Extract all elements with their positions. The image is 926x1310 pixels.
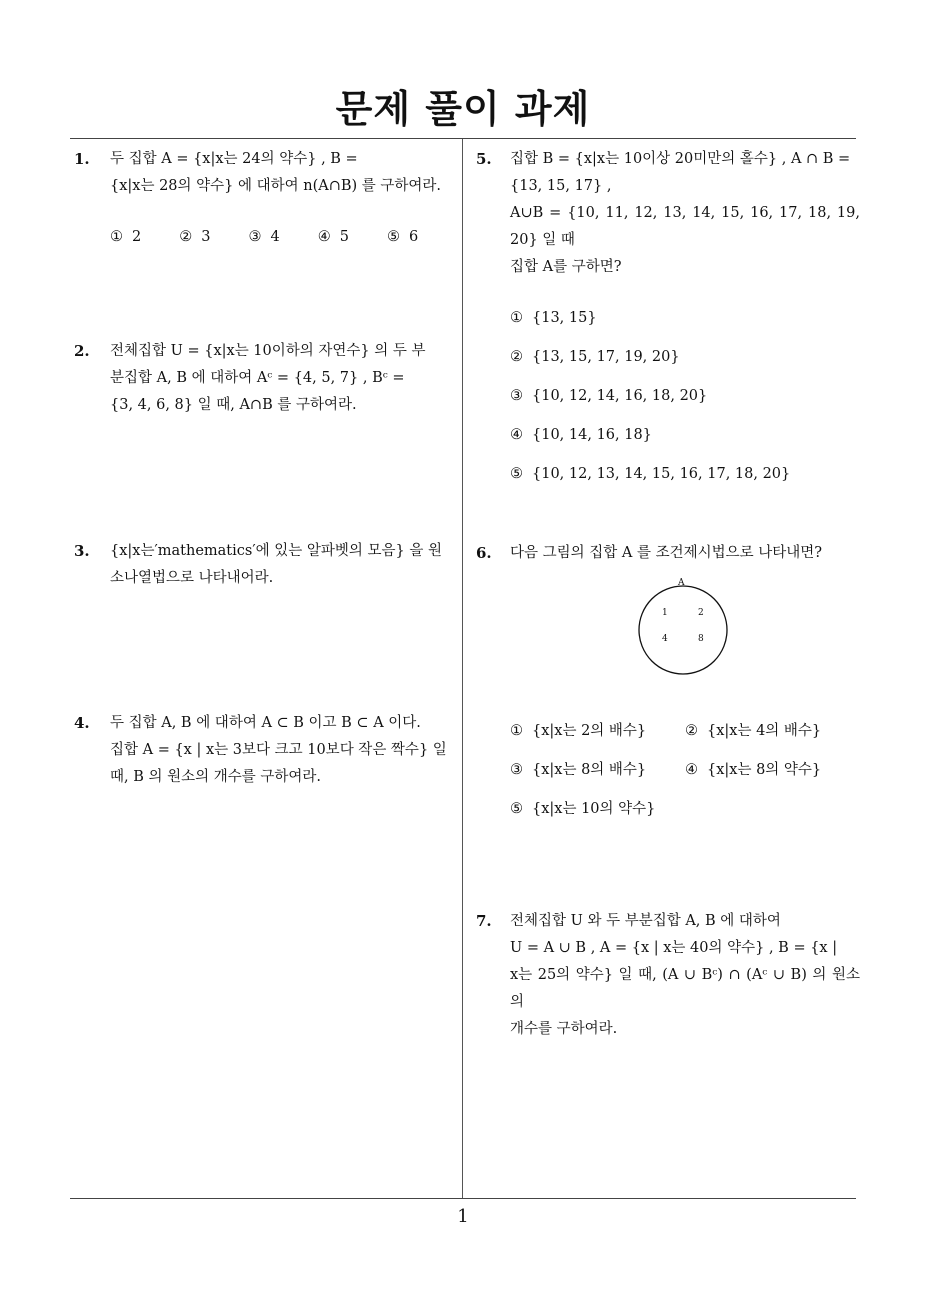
problem-text-line: 전체집합 U 와 두 부분집합 A, B 에 대하여 [510, 913, 781, 929]
problem-number: 4. [74, 714, 90, 732]
set-a-circle [639, 586, 727, 674]
problem-text-line: 집합 A = {x | x는 3보다 크고 10보다 작은 짝수} 일 [110, 742, 447, 758]
venn-element: 4 [662, 634, 668, 644]
choice-4[interactable]: ④ {x|x는 8의 약수} [685, 762, 822, 778]
choice-5[interactable]: ⑤ {10, 12, 13, 14, 15, 16, 17, 18, 20} [510, 466, 791, 482]
choice-2[interactable]: ② {13, 15, 17, 19, 20} [510, 349, 680, 365]
problem-5 [476, 146, 860, 494]
problem-1 [74, 146, 456, 251]
problem-number: 1. [74, 150, 90, 168]
choice-1[interactable]: ① {13, 15} [510, 310, 597, 326]
choice-list [510, 712, 870, 829]
problem-3 [74, 538, 456, 592]
venn-element: 2 [698, 608, 704, 618]
column-divider [462, 139, 463, 1199]
problem-number: 3. [74, 542, 90, 560]
problem-text-line: {3, 4, 6, 8} 일 때, A∩B 를 구하여라. [110, 397, 357, 413]
problem-7 [476, 908, 860, 1043]
problem-2 [74, 338, 456, 419]
venn-element: 8 [698, 634, 704, 644]
choice-list [110, 224, 456, 251]
problem-text-line: 때, B 의 원소의 개수를 구하여라. [110, 769, 322, 785]
problem-text-line: x는 25의 약수} 일 때, (A ∪ Bᶜ) ∩ (Aᶜ ∪ B) 의 원소의 [510, 967, 860, 1010]
choice-3[interactable]: ③ 4 [248, 229, 280, 245]
problem-text-line: 다음 그림의 집합 A 를 조건제시법으로 나타내면? [510, 545, 823, 561]
page-title: 문제 풀이 과제 [335, 87, 591, 131]
problem-6 [476, 540, 860, 567]
problem-number: 7. [476, 912, 492, 930]
problem-4 [74, 710, 456, 791]
venn-element: 1 [662, 608, 668, 618]
choice-3[interactable]: ③ {10, 12, 14, 16, 18, 20} [510, 388, 708, 404]
choice-2[interactable]: ② {x|x는 4의 배수} [685, 723, 822, 739]
venn-diagram [636, 576, 732, 678]
problem-text-line: {13, 15, 17} , [510, 178, 612, 194]
page-number: 1 [457, 1206, 469, 1227]
problem-number: 5. [476, 150, 492, 168]
bottom-rule [70, 1198, 856, 1199]
problem-text-line: U = A ∪ B , A = {x | x는 40의 약수} , B = {x | [510, 940, 838, 956]
problem-text-line: 두 집합 A, B 에 대하여 A ⊂ B 이고 B ⊂ A 이다. [110, 715, 421, 731]
choice-5[interactable]: ⑤ {x|x는 10의 약수} [510, 801, 656, 817]
choice-3[interactable]: ③ {x|x는 8의 배수} [510, 762, 647, 778]
problem-text-line: 집합 B = {x|x는 10이상 20미만의 홀수} , A ∩ B = [510, 151, 851, 167]
problem-text-line: 전체집합 U = {x|x는 10이하의 자연수} 의 두 부 [110, 343, 426, 359]
venn-circle-svg [636, 576, 732, 678]
choice-1[interactable]: ① {x|x는 2의 배수} [510, 723, 647, 739]
top-rule [70, 138, 856, 139]
problem-text-line: 집합 A를 구하면? [510, 259, 622, 275]
problem-text-line: {x|x는′mathematics′에 있는 알파벳의 모음} 을 원 [110, 543, 442, 559]
problem-6-choices [510, 712, 870, 829]
problem-text-line: {x|x는 28의 약수} 에 대하여 n(A∩B) 를 구하여라. [110, 178, 442, 194]
choice-4[interactable]: ④ 5 [317, 229, 349, 245]
choice-2[interactable]: ② 3 [179, 229, 211, 245]
choice-list [510, 299, 860, 494]
choice-5[interactable]: ⑤ 6 [386, 229, 419, 245]
problem-text-line: 두 집합 A = {x|x는 24의 약수} , B = [110, 151, 358, 167]
problem-number: 6. [476, 544, 492, 562]
problem-text-line: A∪B = {10, 11, 12, 13, 14, 15, 16, 17, 18, 19, 20} 일 때 [510, 205, 860, 248]
problem-text-line: 분집합 A, B 에 대하여 Aᶜ = {4, 5, 7} , Bᶜ = [110, 370, 405, 386]
venn-set-label: A [678, 578, 685, 588]
problem-number: 2. [74, 342, 90, 360]
problem-text-line: 소나열법으로 나타내어라. [110, 570, 274, 586]
problem-text-line: 개수를 구하여라. [510, 1021, 618, 1037]
choice-1[interactable]: ① 2 [110, 229, 142, 245]
choice-4[interactable]: ④ {10, 14, 16, 18} [510, 427, 652, 443]
